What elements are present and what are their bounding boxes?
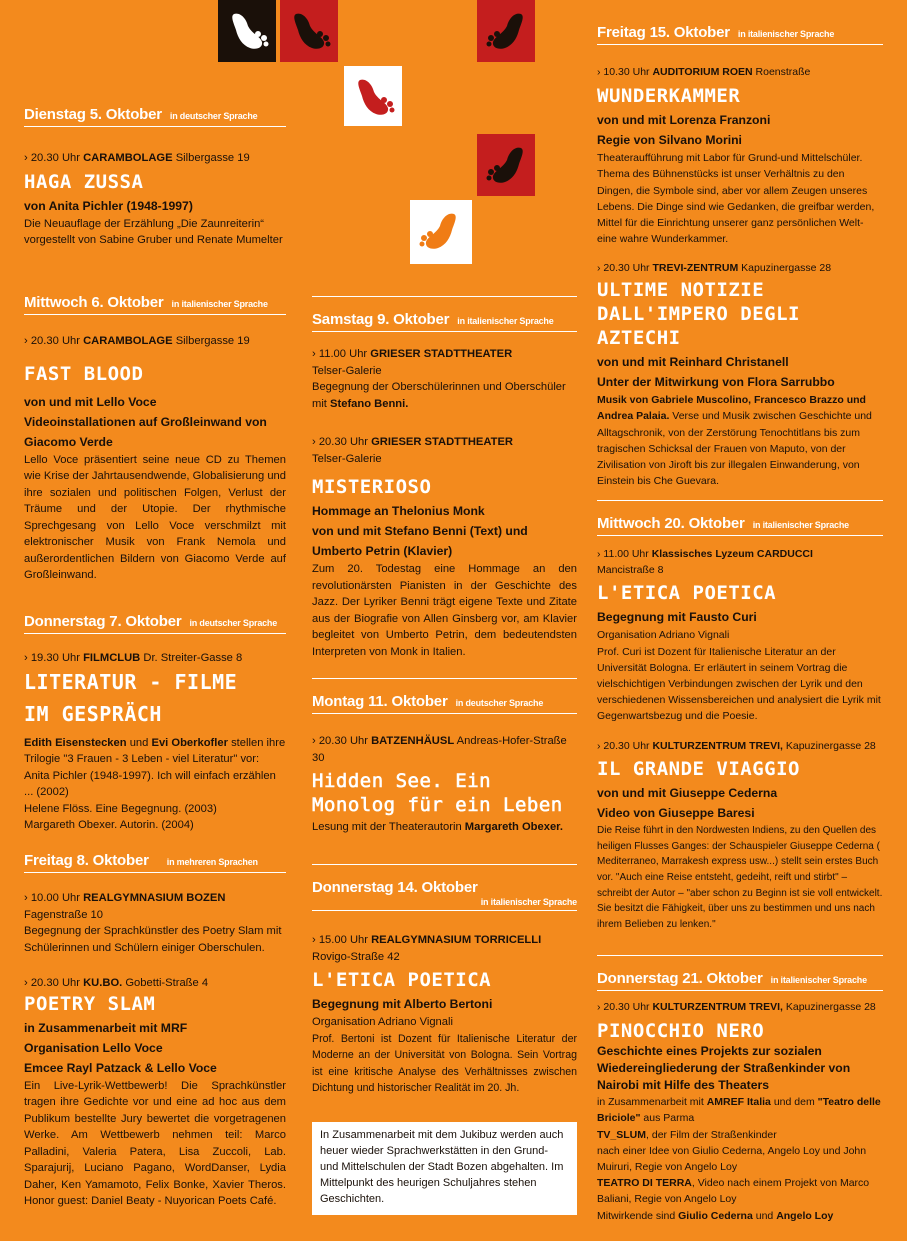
note-box: In Zusammenarbeit mit dem Jukibuz werden auch heuer wieder Sprachwerkstätten in den Grund- und Mittelschulen der Stadt Bozen abgehalten. Im Mittelpunkt des heurigen Schuljahres stehen Geschichten. xyxy=(312,1122,577,1215)
event-haga-zussa: › 20.30 Uhr CARAMBOLAGE Silbergasse 19 HAGA ZUSSA von Anita Pichler (1948-1997) Die Neuauflage der Erzählung „Die Zaunreiterin“ vorgestellt von Sabine Gruber und Renate Mumelter xyxy=(24,150,286,249)
event-hidden-see: › 20.30 Uhr BATZENHÄUSL Andreas-Hofer-Straße 30 Hidden See. Ein Monolog für ein Leben Lesung mit der Theaterautorin Margareth Obexer. xyxy=(312,733,577,836)
event-pinocchio-nero: › 20.30 Uhr KULTURZENTRUM TREVI, Kapuzinergasse 28 PINOCCHIO NERO Geschichte eines Projekts zur sozialen Wiedereingliederung der Straßenkinder von Nairobi mit Hilfe des Theaters in Zusammenarbeit mit AMREF Italia und dem "Teatro delle Briciole" aus Parma TV_SLUM, der Film der Straßenkinder nach einer Idee von Giulio Cederna, Angelo Loy und John Muiruri, Regie von Angelo Loy TEATRO DI TERRA, Video nach einem Projekt von Marco Baliani, Regie von Angelo Loy Mitwirkende sind Giulio Cederna und Angelo Loy xyxy=(597,999,883,1224)
day-heading: Dienstag 5. Oktober in deutscher Sprache xyxy=(24,106,286,127)
event-title: ULTIME NOTIZIE DALL'IMPERO DEGLI AZTECHI xyxy=(597,279,800,350)
event-title: L'ETICA POETICA xyxy=(597,582,777,605)
event-etica-curi: › 11.00 Uhr Klassisches Lyzeum CARDUCCI Mancistraße 8 L'ETICA POETICA Begegnung mit Fausto Curi Organisation Adriano Vignali Prof. Curi ist Dozent für Italienische Literatur an der Universität Bologna. Er erläutert in seinem Vortrag die vielschichtigen Verbindungen zwischen der Lyrik und den verschiedenen Wissensbereichen und analysiert die Lyrik mit Gegenwartsbezug und die Poesie. xyxy=(597,546,883,725)
day-heading: Donnerstag 14. Oktober in italienischer Sprache xyxy=(312,864,577,911)
day-heading: Donnerstag 21. Oktober in italienischer Sprache xyxy=(597,955,883,991)
event-title: WUNDERKAMMER xyxy=(597,85,741,108)
column-middle xyxy=(312,0,577,1241)
event-etica-bertoni: › 15.00 Uhr REALGYMNASIUM TORRICELLI Rovigo-Straße 42 L'ETICA POETICA Begegnung mit Alberto Bertoni Organisation Adriano Vignali Prof. Bertoni ist Dozent für Italienische Literatur der Moderne an der Universität von Bologna. Sein Vortrag ist eine kritische Analyse des Verhältnisses zwischen Dichtung und historischer Realität im 20. Jh. xyxy=(312,934,577,1094)
event-title: PINOCCHIO NERO xyxy=(597,1020,765,1043)
event-title: POETRY SLAM xyxy=(24,992,156,1015)
column-left xyxy=(24,0,286,1241)
column-right xyxy=(597,0,883,1241)
event-title: L'ETICA POETICA xyxy=(312,969,492,991)
event-misterioso: › 20.30 Uhr GRIESER STADTTHEATER Telser-Galerie MISTERIOSO Hommage an Thelonius Monk von und mit Stefano Benni (Text) und Umberto Petrin (Klavier) Zum 20. Todestag eine Hommage an den revolutionärsten Pianisten in der Geschichte des Jazz. Der Lyriker Benni trägt eigene Texte und Zitate aus der Biografie von Allen Ginsberg vor, am Klavier begleitet von Umberto Petrin, dem bedeutendsten Interpreten von Monk in Italien. xyxy=(312,436,577,658)
event-title: MISTERIOSO xyxy=(312,476,432,498)
event-title: LITERATUR - FILME xyxy=(24,669,238,694)
event-title: IL GRANDE VIAGGIO xyxy=(597,758,800,781)
event-grieser-morning: › 11.00 Uhr GRIESER STADTTHEATER Telser-Galerie Begegnung der Oberschülerinnen und Oberschüler mit Stefano Benni. xyxy=(312,348,566,410)
day-heading: Freitag 8. Oktober in mehreren Sprachen xyxy=(24,852,286,873)
event-grande-viaggio: › 20.30 Uhr KULTURZENTRUM TREVI, Kapuzinergasse 28 IL GRANDE VIAGGIO von und mit Giuseppe Cederna Video von Giuseppe Baresi Die Reise führt in den Nordwesten Indiens, zu den Quellen des heiligen Flusses Ganges: der Schauspieler Giuseppe Cederna ( Mediterraneo, Marrakesh express usw...) stellt sein erstes Buch vor. "Auch eine Reise entsteht, gedeiht, reift und stirbt" – schreibt der Autor – "aber schon zu Beginn ist sie voll entwickelt. Sie besitzt die Fähigkeit, über uns zu bestimmen und uns nach ihrem Belieben zu lenken." xyxy=(597,740,883,930)
day-heading: Montag 11. Oktober in deutscher Sprache xyxy=(312,678,577,714)
day-heading: Samstag 9. Oktober in italienischer Sprache xyxy=(312,296,577,332)
day-heading: Donnerstag 7. Oktober in deutscher Sprache xyxy=(24,613,286,634)
event-ultime-notizie: › 20.30 Uhr TREVI-ZENTRUM Kapuzinergasse 28 ULTIME NOTIZIE DALL'IMPERO DEGLI AZTECHI von und mit Reinhard Christanell Unter der Mitwirkung von Flora Sarrubbo Musik von Gabriele Muscolino, Francesco Brazzo und Andrea Palaia. Verse und Musik zwischen Geschichte und Alltagschronik, von der Zerstörung Tenochtitlans bis zum tragischen Schicksal der Frauen von Maputo, von der Zivilisation von Jiroft bis zur illegalen Einwanderung, von Einstein bis Che Guevara. xyxy=(597,260,883,489)
event-wunderkammer: › 10.30 Uhr AUDITORIUM ROEN Roenstraße WUNDERKAMMER von und mit Lorenza Franzoni Regie von Silvano Morini Theateraufführung mit Labor für Grund-und Mittelschüler. Thema des Bühnenstücks ist unser Verhältnis zu den Dingen, die Symbole sind, aber vor allem Zeugen unseres Lebens. Die Dinge sind wie Gedanken, die greifbar werden, Mittel für die Einrichtung unserer ganz persönlichen Welt-eine wahre Wunderkammer. xyxy=(597,64,883,247)
event-title: FAST BLOOD xyxy=(24,362,144,385)
event-fast-blood: › 20.30 Uhr CARAMBOLAGE Silbergasse 19 FAST BLOOD von und mit Lello Voce Videoinstallationen auf Großleinwand von Giacomo Verde Lello Voce präsentiert seine neue CD zu Themen wie Krise der Jahrtausendwende, Globalisierung und ihre sozialen und politischen Folgen, Verlust der Träume und der Utopie. Der rhythmische Sprechgesang von Lello Voce verschmilzt mit elektronischer Musik von Frank Nemola und außerordentlichen Bildern von Giacomo Verde auf Großleinwand. xyxy=(24,335,286,581)
day-heading: Freitag 15. Oktober in italienischer Sprache xyxy=(597,24,883,45)
day-heading: Mittwoch 20. Oktober in italienischer Sprache xyxy=(597,500,883,536)
event-poetry-slam: › 20.30 Uhr KU.BO. Gobetti-Straße 4 POETRY SLAM in Zusammenarbeit mit MRF Organisation Lello Voce Emcee Rayl Patzack & Lello Voce Ein Live-Lyrik-Wettbewerb! Die Sprachkünstler tragen ihre Gedichte vor und eine ad hoc aus dem Publikum bestellte Jury bewertet die vorgetragenen Werke. Am Wettbewerb nehmen teil: Marco Palladini, Valeria Patera, Lisa Zuccoli, Lab. Sparajurij, Luciano Pagano, WordDanser, Lydia Daher, Ken Yamamoto, Felix Bonke, Xavier Theros. Honor guest: Daniel Beaty - Nuyorican Poets Café. xyxy=(24,977,286,1207)
event-title: HAGA ZUSSA xyxy=(24,170,144,193)
event-title: Hidden See. Ein Monolog für ein Leben xyxy=(312,770,563,816)
day-heading: Mittwoch 6. Oktober in italienischer Sprache xyxy=(24,294,286,315)
event-realgymnasium: › 10.00 Uhr REALGYMNASIUM BOZEN Fagenstraße 10 Begegnung der Sprachkünstler des Poetry Slam mit Schülerinnen und Schülern einiger Oberschulen. xyxy=(24,892,282,954)
event-literatur-filme: › 19.30 Uhr FILMCLUB Dr. Streiter-Gasse 8 LITERATUR - FILME IM GESPRÄCH Edith Eisenstecken und Evi Oberkofler stellen ihre Trilogie "3 Frauen - 3 Leben - viel Literatur" vor: Anita Pichler (1948-1997). Ich will einfach erzählen ... (2002) Helene Flöss. Eine Begegnung. (2003) Margareth Obexer. Autorin. (2004) xyxy=(24,652,286,831)
